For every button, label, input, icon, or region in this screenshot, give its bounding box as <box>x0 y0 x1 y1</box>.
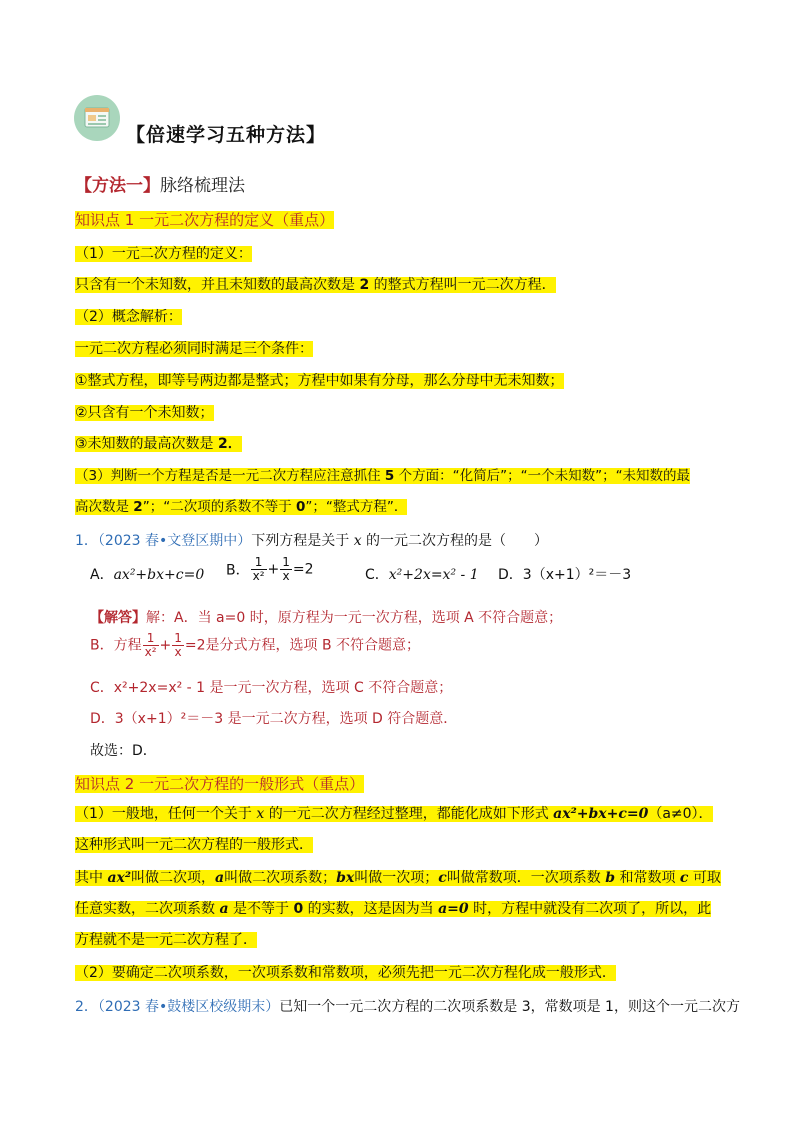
kp1-s3-line1: （3）判断一个方程是否是一元二次方程应注意抓住 5 个方面：“化简后”；“一个未知数”；“未知数的最 <box>75 468 691 484</box>
kp1-s3-line2: 高次数是 2”；“二次项的系数不等于 0”；“整式方程”． <box>75 499 408 515</box>
kp1-s2-intro: 一元二次方程必须同时满足三个条件： <box>75 341 313 357</box>
kp1-condition-2: ②只含有一个未知数； <box>75 405 214 421</box>
q1-answer-line3: C．x²+2x=x² - 1 是一元一次方程，选项 C 不符合题意； <box>90 680 453 696</box>
kp2-paragraph-1: （1）一般地，任何一个关于 x 的一元二次方程经过整理，都能化成如下形式 ax²+bx+c=0（a≠0）．这种形式叫一元二次方程的一般形式． <box>75 806 713 853</box>
q1-answer-line4: D．3（x+1）²＝－3 是一元二次方程，选项 D 符合题意． <box>90 711 458 727</box>
q1-stem: 1．（2023 春•文登区期中）下列方程是关于 x 的一元二次方程的是（ ） <box>75 533 549 549</box>
q1-option-b[interactable]: B． $\frac{1}{\text{x²}}$ + $\frac{1}{x}$ =2 <box>226 555 314 583</box>
kp2-heading <box>75 773 364 795</box>
q2-source: 2．（2023 春•鼓楼区校级期末） <box>75 999 280 1015</box>
q1-answer-line2: B．方程 $\frac{1}{\text{x²}}$ + $\frac{1}{x}$ =2是分式方程，选项 B 不符合题意； <box>90 631 421 659</box>
q1-options <box>90 556 730 592</box>
q1-option-d[interactable]: D．3（x+1）²＝－3 <box>498 567 632 583</box>
kp1-condition-1: ①整式方程，即等号两边都是整式；方程中如果有分母，那么分母中无未知数； <box>75 373 564 389</box>
kp1-heading <box>75 209 334 231</box>
kp1-s2-title: （2）概念解析： <box>75 309 182 325</box>
answer-tag: 【解答】 <box>90 610 146 626</box>
q1-source: 1．（2023 春•文登区期中） <box>75 533 252 549</box>
kp1-heading-text: 知识点 1 一元二次方程的定义（重点） <box>75 211 335 229</box>
kp1-s1-text: 只含有一个未知数，并且未知数的最高次数是 2 的整式方程叫一元二次方程． <box>75 277 556 293</box>
q2-stem: 2．（2023 春•鼓楼区校级期末）已知一个一元二次方程的二次项系数是 3，常数项是 1，则这个一元二次方 <box>75 999 740 1015</box>
section-icon <box>74 95 120 141</box>
kp1-s1-title: （1）一元二次方程的定义： <box>75 246 252 262</box>
method-bracket: 【方法一】 <box>75 176 160 196</box>
kp1-condition-3: ③未知数的最高次数是 2． <box>75 436 242 452</box>
q1-answer-line1: 【解答】解：A．当 a=0 时，原方程为一元一次方程，选项 A 不符合题意； <box>90 610 563 626</box>
method-heading <box>75 174 245 198</box>
q1-option-c[interactable]: C．x²+2x=x² - 1 <box>365 567 479 583</box>
method-name: 脉络梳理法 <box>160 176 245 196</box>
section-title: 【倍速学习五种方法】 <box>126 124 327 146</box>
kp2-paragraph-2: 其中 ax²叫做二次项，a叫做二次项系数；bx叫做一次项；c叫做常数项．一次项系数 b 和常数项 c 可取任意实数，二次项系数 a 是不等于 0 的实数，这是因为当 a=0 时，方程中就没有二次项了，所以，此方程就不是一元二次方程了． <box>75 870 721 948</box>
q1-option-a[interactable]: A．ax²+bx+c=0 <box>90 567 205 583</box>
document-icon <box>74 95 120 141</box>
kp2-paragraph-3: （2）要确定二次项系数，一次项系数和常数项，必须先把一元二次方程化成一般形式． <box>75 965 616 981</box>
q1-answer-final: 故选：D． <box>90 743 157 759</box>
kp2-heading-text: 知识点 2 一元二次方程的一般形式（重点） <box>75 775 365 793</box>
